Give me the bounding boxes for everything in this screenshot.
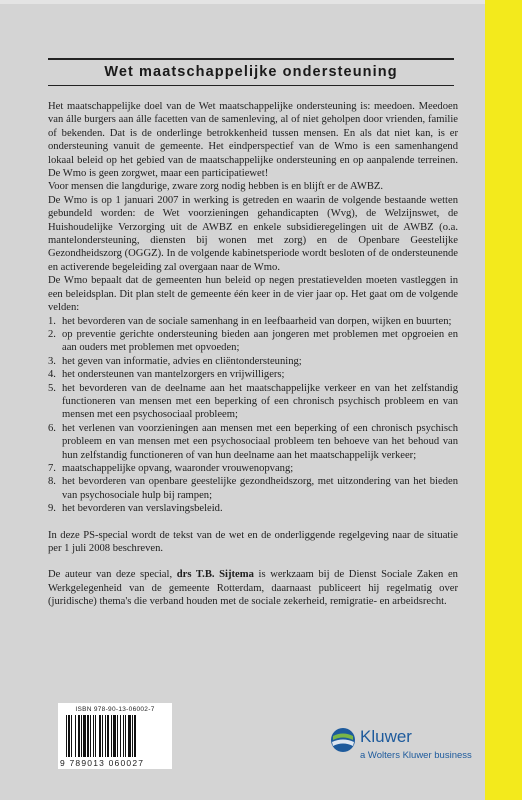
publisher-tagline: a Wolters Kluwer business <box>360 750 472 761</box>
barcode-bars <box>66 715 164 757</box>
barcode-bar <box>90 715 91 757</box>
book-title: Wet maatschappelijke ondersteuning <box>104 64 398 80</box>
barcode-bar <box>71 715 72 757</box>
barcode-bar <box>68 715 70 757</box>
list-item-number: 9. <box>48 503 56 515</box>
title-rule-top <box>48 58 454 60</box>
title-rule-bottom <box>48 85 454 86</box>
barcode-bar <box>134 715 136 757</box>
list-item-number: 1. <box>48 315 56 327</box>
list-item-number: 7. <box>48 462 56 474</box>
barcode-bar <box>117 715 118 757</box>
barcode-number: 9 789013 060027 <box>60 758 145 768</box>
list-item-text: op preventie gerichte ondersteuning bieden aan jongeren met problemen met opgroeien en aan ouders met problemen met opvoeden; <box>62 328 458 354</box>
list-item-number: 2. <box>48 328 56 340</box>
author-text-after: is werkzaam bij de Dienst Sociale Zaken en Werkgelegenheid van de gemeente Rotterdam, daarnaast publiceert hij regelmatig over (juridische) thema's die verband houden met de sociale zekerheid, remigratie- en arbeidsrecht. <box>48 569 458 608</box>
barcode-bar <box>125 715 126 757</box>
list-item <box>48 355 458 368</box>
list-item-text: het bevorderen van de deelname aan het maatschappelijke verkeer en van het zelfstandig functioneren van mensen met een beperking of een chronisch psychisch probleem en van mensen met een psychosociaal probleem; <box>62 382 458 421</box>
fields-intro-paragraph: De Wmo bepaalt dat de gemeenten hun beleid op negen prestatievelden moeten vastleggen in een beleidsplan. Dit plan stelt de gemeente één keer in de vier jaar op. Het gaat om de volgende velden: <box>48 275 458 314</box>
list-item-number: 5. <box>48 382 56 394</box>
barcode-bar <box>95 715 96 757</box>
barcode-bar <box>81 715 82 757</box>
list-item <box>48 475 458 502</box>
awbz-paragraph: Voor mensen die langdurige, zware zorg nodig hebben is en blijft er de AWBZ. <box>48 181 384 193</box>
list-item-number: 4. <box>48 369 56 381</box>
list-item-number: 3. <box>48 355 56 367</box>
barcode-bar <box>99 715 101 757</box>
list-item <box>48 328 458 355</box>
publisher-name: Kluwer <box>360 727 412 746</box>
list-item-text: het ondersteunen van mantelzorgers en vrijwilligers; <box>62 369 285 381</box>
list-item <box>48 382 458 422</box>
barcode-bar <box>102 715 103 757</box>
performance-fields-list <box>48 315 458 516</box>
barcode-bar <box>87 715 89 757</box>
list-item-text: het verlenen van voorzieningen aan mensen met een beperking of een chronisch psychisch probleem en van mensen met een psychosociaal probleem ten behoeve van het behoud van hun zelfstandig functioneren of van hun deelname aan het maatschappelijk verkeer; <box>62 422 458 461</box>
special-paragraph: In deze PS-special wordt de tekst van de wet en de onderliggende regelgeving naar de situatie per 1 juli 2008 beschreven. <box>48 529 458 554</box>
history-paragraph: De Wmo is op 1 januari 2007 in werking is getreden en waarin de volgende bestaande wetten gebundeld worden: de Wet voorzieningen gehandicapten (Wvg), de Welzijnswet, de Huishoudelijke Verzorging uit de AWBZ en enkele subsidieregelingen uit de AWBZ (o.a. mantelondersteuning, diensten bij wonen met zorg) en de Openbare Geestelijke Gezondheidszorg (OGGZ). In de volgende kabinetsperiode wordt besloten of de ondersteunende en activerende begeleiding zal overgaan naar de Wmo. <box>48 194 458 273</box>
barcode-bar <box>120 715 121 757</box>
list-item <box>48 368 458 381</box>
barcode <box>58 703 172 769</box>
barcode-bar <box>93 715 94 757</box>
list-item <box>48 315 458 328</box>
barcode-bar <box>128 715 131 757</box>
barcode-bar <box>107 715 109 757</box>
barcode-bar <box>78 715 80 757</box>
barcode-bar <box>75 715 76 757</box>
list-item-text: het bevorderen van openbare geestelijke gezondheidszorg, met uitzondering van het bieden van psychosociale hulp bij rampen; <box>62 476 458 501</box>
top-edge <box>0 0 485 4</box>
publisher-logo <box>330 725 490 775</box>
barcode-bar <box>113 715 116 757</box>
author-text-before: De auteur van deze special, <box>48 569 177 581</box>
barcode-bar <box>83 715 86 757</box>
list-item-text: het geven van informatie, advies en cliëntondersteuning; <box>62 355 302 367</box>
barcode-bar <box>111 715 112 757</box>
barcode-bar <box>132 715 133 757</box>
yellow-spine-band <box>485 0 522 800</box>
list-item <box>48 422 458 462</box>
list-item-text: het bevorderen van verslavingsbeleid. <box>62 503 223 515</box>
author-paragraph <box>48 568 458 608</box>
list-item <box>48 502 458 515</box>
list-item-text: maatschappelijke opvang, waaronder vrouwenopvang; <box>62 462 294 474</box>
list-item <box>48 462 458 475</box>
list-item-number: 8. <box>48 476 56 488</box>
intro-paragraph: Het maatschappelijke doel van de Wet maatschappelijke ondersteuning is: meedoen. Meedoen van álle burgers aan álle facetten van de samenleving, al of niet geholpen door vrienden, familie of bekenden. Dat is de onderlinge betrokkenheid tussen mensen. En als dat niet kan, is er ondersteuning vanuit de gemeente. Het eindperspectief van de Wmo is een samenhangend lokaal beleid op het gebied van de maatschappelijke ondersteuning en op aanpalende terreinen. De Wmo is geen zorgwet, maar een participatiewet! <box>48 101 458 180</box>
isbn-label: ISBN 978-90-13-06002-7 <box>75 706 155 713</box>
blurb <box>48 100 458 609</box>
list-item-number: 6. <box>48 422 56 434</box>
kluwer-globe-icon <box>330 727 356 753</box>
list-item-text: het bevorderen van de sociale samenhang in en leefbaarheid van dorpen, wijken en buurten; <box>62 315 452 327</box>
barcode-bar <box>123 715 124 757</box>
author-name: drs T.B. Sijtema <box>176 569 254 581</box>
barcode-bar <box>66 715 67 757</box>
barcode-bar <box>105 715 106 757</box>
